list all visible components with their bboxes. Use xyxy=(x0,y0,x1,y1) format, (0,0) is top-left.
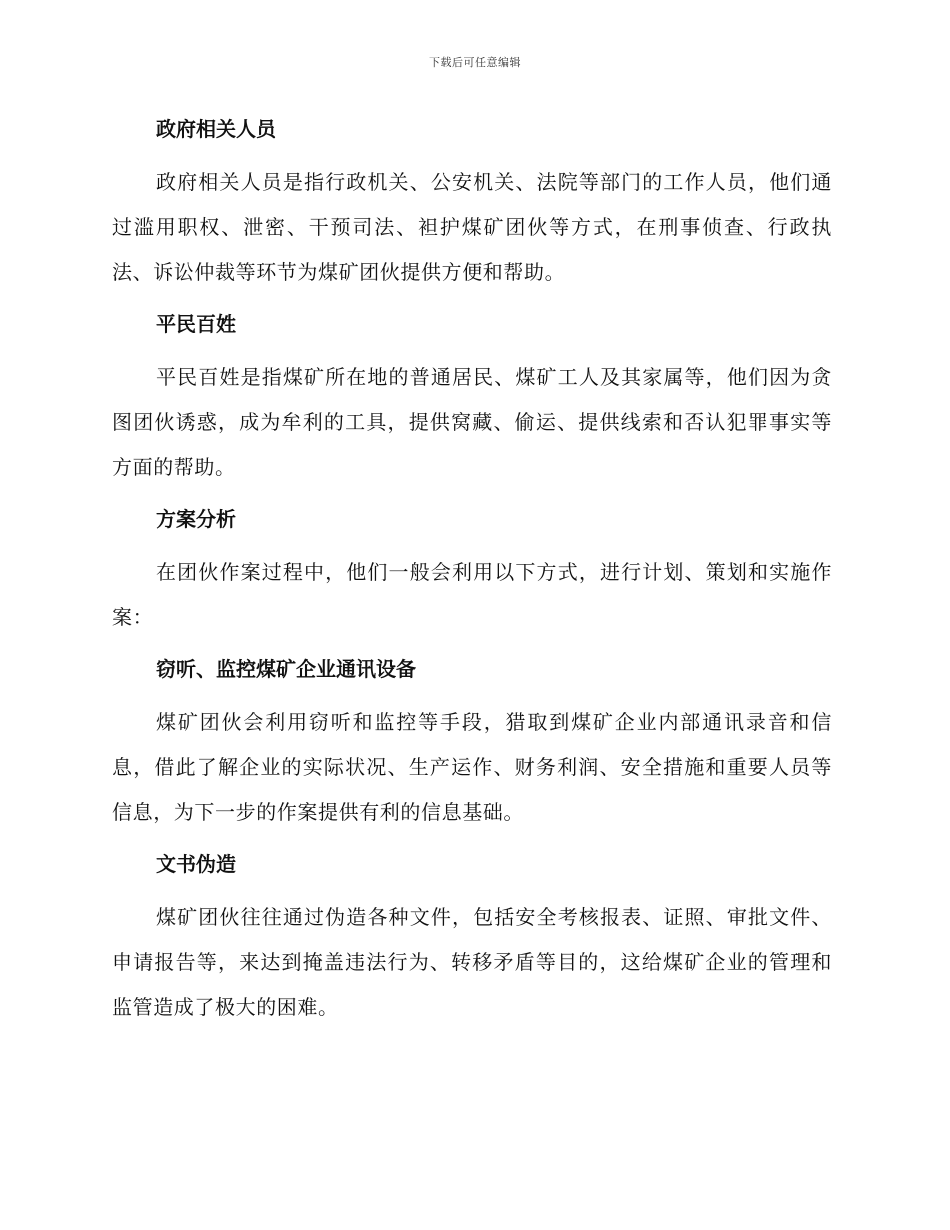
section-heading: 政府相关人员 xyxy=(156,117,276,141)
section-heading: 窃听、监控煤矿企业通讯设备 xyxy=(156,657,416,681)
section-government-personnel xyxy=(112,112,832,295)
section-eavesdropping xyxy=(112,652,832,835)
section-paragraph: 平民百姓是指煤矿所在地的普通居民、煤矿工人及其家属等，他们因为贪图团伙诱惑，成为牟利的工具，提供窝藏、偷运、提供线索和否认犯罪事实等方面的帮助。 xyxy=(112,365,832,479)
section-heading: 平民百姓 xyxy=(156,312,236,336)
section-plan-analysis xyxy=(112,502,832,640)
section-document-forgery xyxy=(112,847,832,1030)
section-paragraph: 政府相关人员是指行政机关、公安机关、法院等部门的工作人员，他们通过滥用职权、泄密、干预司法、袒护煤矿团伙等方式，在刑事侦查、行政执法、诉讼仲裁等环节为煤矿团伙提供方便和帮助。 xyxy=(112,170,832,284)
document-body xyxy=(112,112,832,1042)
section-civilians xyxy=(112,307,832,490)
header-note: 下载后可任意编辑 xyxy=(429,56,521,69)
section-paragraph: 在团伙作案过程中，他们一般会利用以下方式，进行计划、策划和实施作案： xyxy=(112,560,832,629)
section-paragraph: 煤矿团伙会利用窃听和监控等手段，猎取到煤矿企业内部通讯录音和信息，借此了解企业的实际状况、生产运作、财务利润、安全措施和重要人员等信息，为下一步的作案提供有利的信息基础。 xyxy=(112,710,832,824)
section-heading: 文书伪造 xyxy=(156,852,236,876)
section-heading: 方案分析 xyxy=(156,507,236,531)
section-paragraph: 煤矿团伙往往通过伪造各种文件，包括安全考核报表、证照、审批文件、申请报告等，来达到掩盖违法行为、转移矛盾等目的，这给煤矿企业的管理和监管造成了极大的困难。 xyxy=(112,905,832,1019)
